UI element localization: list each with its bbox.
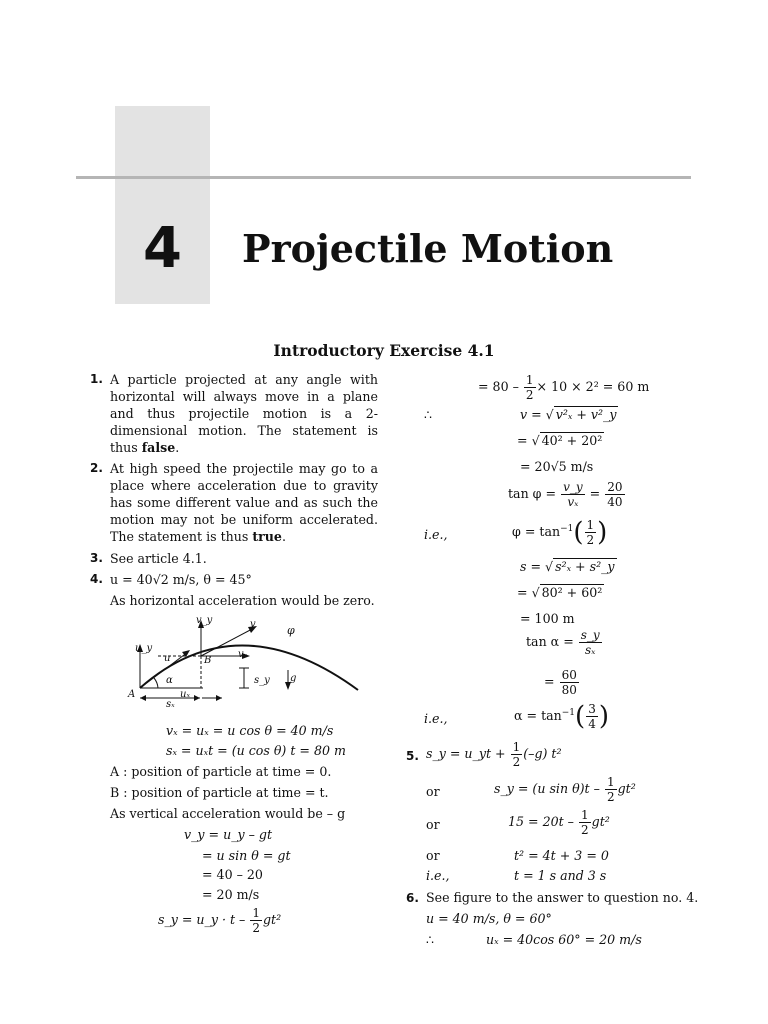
r-eq-tanalpha: tan α = $\frac{s\_y}{\text{sₓ}}$ <box>526 628 600 657</box>
question-number: 4. <box>90 572 103 586</box>
question-text: See article 4.1. <box>110 551 207 566</box>
q4-sx-eq: sₓ = uₓt = (u cos θ) t = 80 m <box>166 743 346 758</box>
r-eq-ratio: = $\frac{60}{80}$ <box>544 668 577 697</box>
r-eq-1: = 80 – $\frac{1}{2}$ × 10 × 2² = 60 m <box>478 373 650 402</box>
or-label-2: or <box>426 817 440 832</box>
q4-position-b: B : position of particle at time = t. <box>110 785 329 800</box>
question-number: 2. <box>90 461 103 475</box>
chapter-number: 4 <box>143 216 182 281</box>
q4-sy-eq: s_y = u_y · t – $\frac{1}{2}$ gt² <box>158 906 282 935</box>
header-rule <box>76 176 691 179</box>
r-eq-phi: $\varphi = \tan^{-1}$( $\frac{1}{2}$ ) <box>512 517 608 548</box>
r-eq-alpha: $\alpha = \tan^{-1}$( $\frac{3}{4}$ ) <box>514 701 609 732</box>
r-eq-v-rad: = √ 40² + 20² <box>517 433 603 448</box>
r-eq-s: s = √ s²ₓ + s²_y <box>520 559 615 574</box>
q6-text: See figure to the answer to question no. 4. <box>426 890 699 905</box>
q4-vy-eq-2: = u sin θ = gt <box>202 848 291 863</box>
q5-eq-1: s_y = u_yt + $\frac{1}{2}$ (–g) t² <box>426 740 562 769</box>
question-text: A particle projected at any angle with horizontal will always move in a plane and thus projectile motion is a 2-dimensional motion. The statement is thus false. <box>110 372 378 455</box>
question-number-5: 5. <box>406 749 419 763</box>
ie-label-1: i.e., <box>424 527 448 542</box>
r-eq-tanphi: tan φ = $\frac{v\_y}{\text{vₓ}}$ = $\frac{20}{40}$ <box>508 480 623 509</box>
q4-vy-eq-3: = 40 – 20 <box>202 867 263 882</box>
fig-label-A: A <box>128 689 136 700</box>
fig-label-B: B <box>204 655 212 666</box>
q6-given: u = 40 m/s, θ = 60° <box>426 911 552 926</box>
or-label-1: or <box>426 784 440 799</box>
fig-label-ux: uₓ <box>180 689 190 700</box>
r-eq-v-value: = 20√5 m/s <box>520 459 594 474</box>
q5-eq-4: t² = 4t + 3 = 0 <box>514 848 609 863</box>
exercise-title: Introductory Exercise 4.1 <box>273 341 495 360</box>
q4-horizontal-note: As horizontal acceleration would be zero. <box>110 593 375 608</box>
fig-label-sy: s_y <box>254 675 270 686</box>
q4-vy-eq-4: = 20 m/s <box>202 887 260 902</box>
question-text: At high speed the projectile may go to a place where acceleration due to gravity has some different value and as such the motion may not be uniform accelerated. The statement is thus true. <box>110 461 378 544</box>
q6-ux-eq: uₓ = 40cos 60° = 20 m/s <box>486 932 642 947</box>
ie-label-3: i.e., <box>426 868 450 883</box>
fig-label-phi: φ <box>287 624 295 637</box>
r-eq-v: v = √ v²ₓ + v²_y <box>520 407 617 422</box>
q5-eq-5: t = 1 s and 3 s <box>514 868 607 883</box>
fig-label-sx: sₓ <box>166 699 175 710</box>
q4-vy-eq-1: v_y = u_y – gt <box>184 827 273 842</box>
or-label-3: or <box>426 848 440 863</box>
r-eq-s-rad: = √ 80² + 60² <box>517 585 603 600</box>
therefore-symbol: ∴ <box>424 407 433 422</box>
fig-label-u: u <box>164 653 171 664</box>
q4-vertical-note: As vertical acceleration would be – g <box>110 806 346 821</box>
ie-label-2: i.e., <box>424 711 448 726</box>
chapter-title: Projectile Motion <box>242 226 614 271</box>
q4-vx-eq: vₓ = uₓ = u cos θ = 40 m/s <box>166 723 334 738</box>
q4-position-a: A : position of particle at time = 0. <box>110 764 332 779</box>
fig-label-alpha: α <box>166 675 173 686</box>
question-number: 1. <box>90 372 103 386</box>
fig-label-vy: v_y <box>196 615 213 626</box>
question-number-6: 6. <box>406 891 419 905</box>
q5-eq-3: 15 = 20t – $\frac{1}{2}$ gt² <box>508 808 610 837</box>
question-number: 3. <box>90 551 103 565</box>
therefore-symbol-2: ∴ <box>426 932 435 947</box>
r-eq-s-value: = 100 m <box>520 611 575 626</box>
fig-label-vx: vₓ <box>238 649 248 660</box>
fig-label-g: g <box>290 673 297 684</box>
q4-given: u = 40√2 m/s, θ = 45° <box>110 572 252 587</box>
fig-label-v: v <box>250 619 256 630</box>
q5-eq-2: s_y = (u sin θ)t – $\frac{1}{2}$ gt² <box>494 775 636 804</box>
fig-label-uy: u_y <box>135 643 153 654</box>
